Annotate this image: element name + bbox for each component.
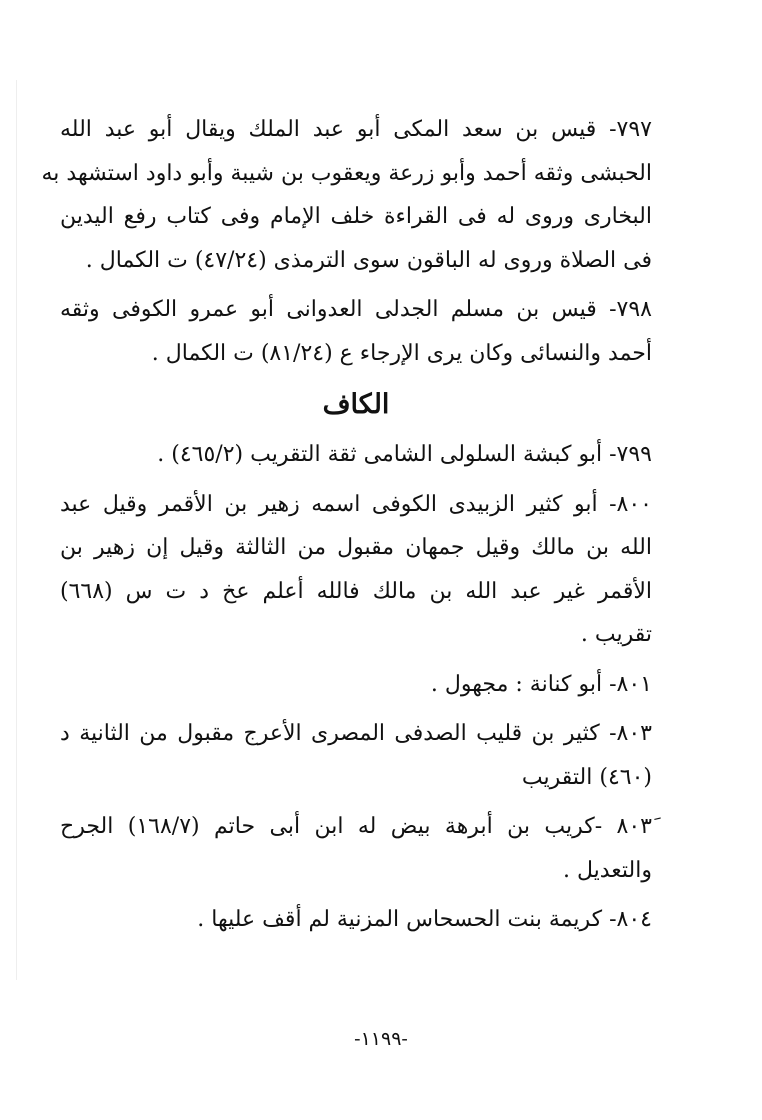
entry-line: الأقمر غير عبد الله بن مالك فالله أعلم عخ د ت س (٦٦٨)	[60, 578, 652, 604]
entry-line: (٤٦٠) التقريب	[521, 764, 652, 790]
entry-line: ٨٠١- أبو كنانة : مجهول .	[430, 671, 652, 697]
entry-line: البخارى وروى له فى القراءة خلف الإمام وفى كتاب رفع اليدين	[60, 204, 652, 229]
entry-804	[60, 898, 652, 942]
entry-line: ٨٠٠- أبو كثير الزبيدى الكوفى اسمه زهير بن الأقمر وقيل عبد	[60, 491, 652, 517]
scan-edge-line	[16, 80, 17, 980]
entry-800	[60, 483, 652, 657]
entry-line: ٧٩٨- قيس بن مسلم الجدلى العدوانى أبو عمرو الكوفى وثقه	[60, 297, 652, 322]
section-heading: الكاف	[322, 389, 390, 420]
entry-line: تقريب .	[580, 622, 652, 647]
entry-801	[60, 663, 652, 707]
entry-line: الله بن مالك وقيل جمهان مقبول من الثالثة وقيل إن زهير بن	[60, 535, 652, 560]
entry-799	[60, 433, 652, 477]
entry-803	[60, 712, 652, 799]
entry-803-variant	[60, 805, 652, 892]
entry-line: فى الصلاة وروى له الباقون سوى الترمذى (٤٧/٢٤) ت الكمال .	[85, 247, 652, 273]
page-body	[41, 108, 652, 948]
entry-line: ٧٩٧- قيس بن سعد المكى أبو عبد الملك ويقال أبو عبد الله	[60, 117, 652, 142]
entry-line: ٨٠٤- كريمة بنت الحسحاس المزنية لم أقف عليها .	[197, 907, 652, 932]
entry-line: الحبشى وثقه أحمد وأبو زرعة ويعقوب بن شيبة وأبو داود استشهد به	[41, 160, 652, 186]
entry-line: ٨٠٣َ -كريب بن أبرهة بيض له ابن أبى حاتم (١٦٨/٧) الجرح	[60, 814, 652, 839]
entry-797	[41, 108, 652, 282]
page-number: -١١٩٩-	[354, 1028, 408, 1050]
entry-line: ٨٠٣- كثير بن قليب الصدفى المصرى الأعرج مقبول من الثانية د	[60, 721, 652, 746]
entry-line: أحمد والنسائى وكان يرى الإرجاء ع (٨١/٢٤) ت الكمال .	[151, 340, 652, 366]
entry-line: والتعديل .	[562, 857, 652, 883]
entry-798	[60, 288, 652, 375]
entry-line: ٧٩٩- أبو كبشة السلولى الشامى ثقة التقريب (٤٦٥/٢) .	[157, 442, 652, 467]
